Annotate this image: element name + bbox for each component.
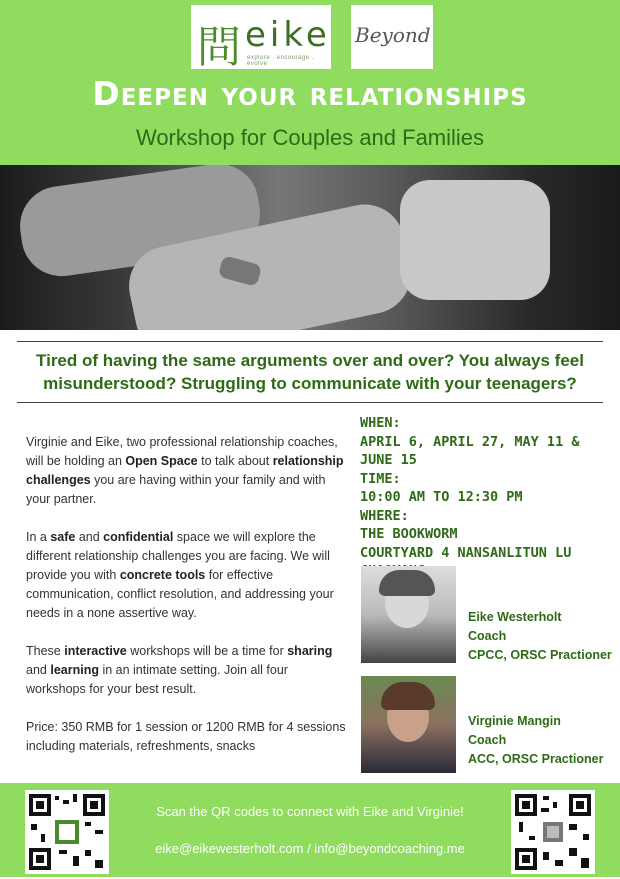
when-value: APRIL 6, APRIL 27, MAY 11 & JUNE 15 bbox=[360, 433, 580, 468]
intro-column bbox=[26, 433, 346, 775]
coach-name: Eike Westerholt bbox=[468, 610, 562, 624]
footer-emails[interactable]: eike@eikewesterholt.com / info@beyondcoaching.me bbox=[155, 841, 465, 856]
beyond-logo bbox=[351, 5, 433, 69]
header-banner bbox=[0, 0, 620, 165]
hands-photo bbox=[0, 165, 620, 330]
callout-line-1: Tired of having the same arguments over and over? You always feel bbox=[36, 351, 584, 370]
page-title: Deepen your relationships bbox=[92, 74, 528, 113]
intro-paragraph-3: These interactive workshops will be a time for sharing and learning in an intimate setting. Join all four workshops for your best result. bbox=[26, 644, 333, 696]
eike-logo-wordmark: eike bbox=[245, 15, 331, 55]
intro-paragraph-2: In a safe and confidential space we will explore the different relationship challenges you are facing. We will provide you with concrete tools for effective communication, conflict resolution, and addressing your needs in a none assertive way. bbox=[26, 530, 334, 620]
where-line-1: THE BOOKWORM bbox=[360, 526, 458, 542]
eike-logo-character: 問 bbox=[197, 22, 241, 73]
time-label: TIME: bbox=[360, 470, 401, 487]
coach-name: Virginie Mangin bbox=[468, 714, 561, 728]
footer-banner bbox=[0, 783, 620, 877]
qr-code-virginie[interactable] bbox=[511, 790, 595, 874]
beyond-logo-wordmark: Beyond bbox=[355, 23, 431, 47]
price-text: Price: 350 RMB for 1 session or 1200 RMB for 4 sessions including materials, refreshments, snacks bbox=[26, 720, 346, 753]
callout-line-2: misunderstood? Struggling to communicate with your teenagers? bbox=[43, 374, 577, 393]
eike-logo bbox=[191, 5, 331, 73]
coach-role: Coach bbox=[468, 733, 507, 747]
eike-logo-tagline: explore . encourage . evolve bbox=[247, 55, 314, 67]
coach-certs: ACC, ORSC Practioner bbox=[468, 752, 604, 766]
time-value: 10:00 AM TO 12:30 PM bbox=[360, 489, 523, 505]
where-label: WHERE: bbox=[360, 507, 409, 524]
callout-box bbox=[17, 341, 603, 403]
coach-info-virginie bbox=[468, 712, 603, 769]
event-details bbox=[360, 414, 610, 581]
coach-certs: CPCC, ORSC Practioner bbox=[468, 648, 612, 662]
footer-scan-text: Scan the QR codes to connect with Eike and Virginie! bbox=[156, 804, 464, 819]
where-line-2: COURTYARD 4 NANSANLITUN LU bbox=[360, 544, 572, 561]
when-label: WHEN: bbox=[360, 415, 401, 431]
coach-info-eike bbox=[468, 608, 612, 665]
coach-photo-eike bbox=[361, 566, 456, 663]
coach-role: Coach bbox=[468, 629, 507, 643]
qr-code-eike[interactable] bbox=[25, 790, 109, 874]
intro-paragraph-1: Virginie and Eike, two professional relationship coaches, will be holding an Open Space to talk about relationship challenges you are having within your family and with your partner. bbox=[26, 435, 344, 506]
page-subtitle: Workshop for Couples and Families bbox=[135, 125, 485, 150]
coach-photo-virginie bbox=[361, 676, 456, 773]
